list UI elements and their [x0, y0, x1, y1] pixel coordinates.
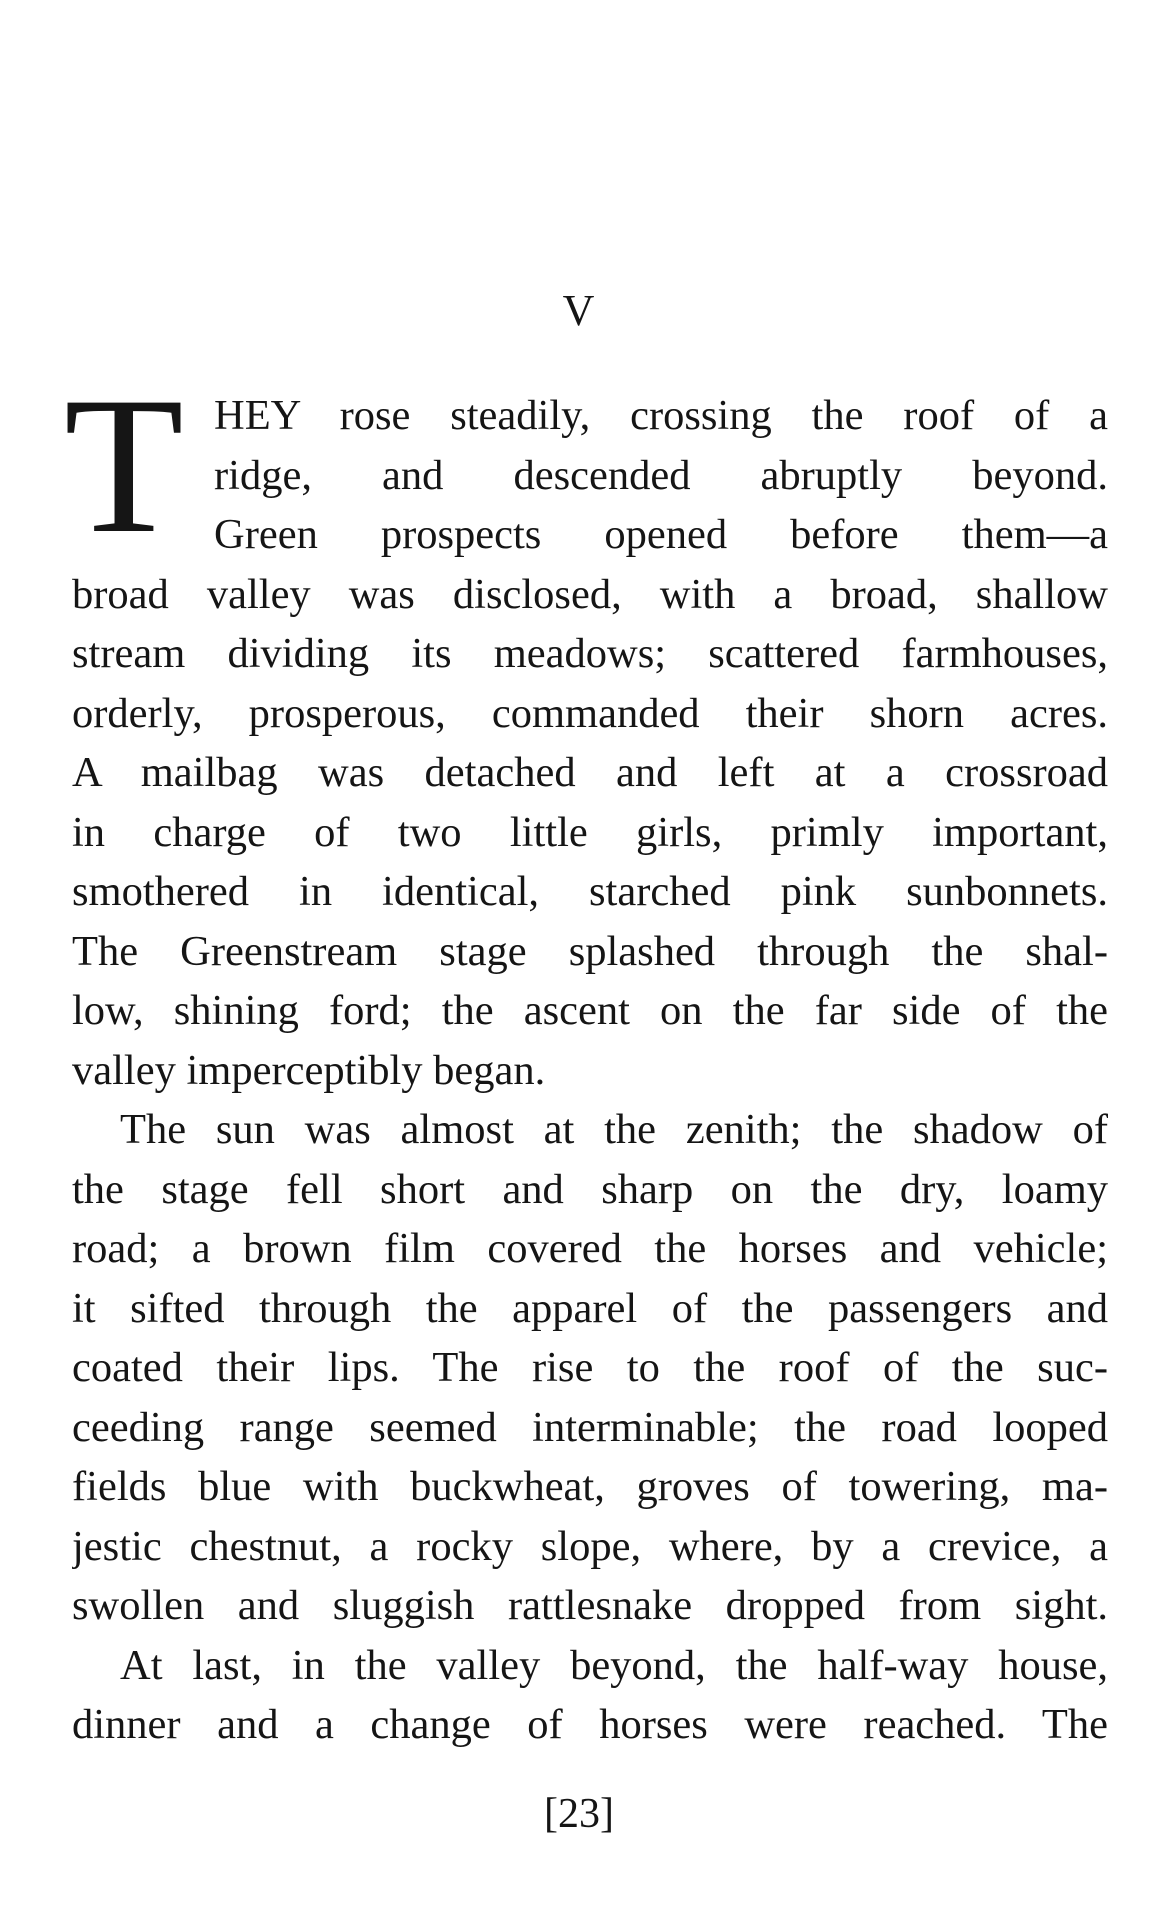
text-line: The sun was almost at the zenith; the shadow of: [120, 1106, 1108, 1153]
text-line: ridge, and descended abruptly beyond.: [214, 451, 1108, 499]
body-text: [72, 386, 1108, 1755]
text-line: orderly, prosperous, commanded their shorn acres.: [72, 689, 1108, 737]
text-line: stream dividing its meadows; scattered farmhouses,: [72, 630, 1108, 677]
text-line: Green prospects opened before them—a: [214, 511, 1108, 558]
text-line: valley imperceptibly began.: [72, 1046, 546, 1094]
text-line: fields blue with buckwheat, groves of towering, ma-: [72, 1463, 1108, 1510]
text-line: the stage fell short and sharp on the dry, loamy: [72, 1165, 1108, 1213]
text-line: low, shining ford; the ascent on the far side of the: [72, 987, 1108, 1034]
text-line: broad valley was disclosed, with a broad, shallow: [72, 570, 1108, 618]
text-line: The Greenstream stage splashed through the shal-: [72, 927, 1108, 975]
text-line: At last, in the valley beyond, the half-way house,: [120, 1641, 1108, 1689]
text-line: swollen and sluggish rattlesnake dropped from sight.: [72, 1582, 1108, 1629]
text-line: ceeding range seemed interminable; the road looped: [72, 1403, 1108, 1451]
text-line: coated their lips. The rise to the roof of the suc-: [72, 1344, 1108, 1391]
text-line: smothered in identical, starched pink sunbonnets.: [72, 868, 1108, 915]
text-line: HEY rose steadily, crossing the roof of a: [214, 392, 1108, 439]
chapter-heading: V: [562, 286, 596, 335]
text-line: dinner and a change of horses were reached. The: [72, 1701, 1108, 1748]
text-line: in charge of two little girls, primly important,: [72, 808, 1108, 856]
text-line: it sifted through the apparel of the passengers and: [72, 1284, 1108, 1332]
drop-cap: T: [64, 357, 184, 574]
text-line: A mailbag was detached and left at a crossroad: [72, 749, 1108, 796]
text-line: jestic chestnut, a rocky slope, where, by a crevice, a: [72, 1522, 1108, 1570]
page-number: [23]: [544, 1791, 614, 1837]
text-line: road; a brown film covered the horses and vehicle;: [72, 1225, 1108, 1272]
